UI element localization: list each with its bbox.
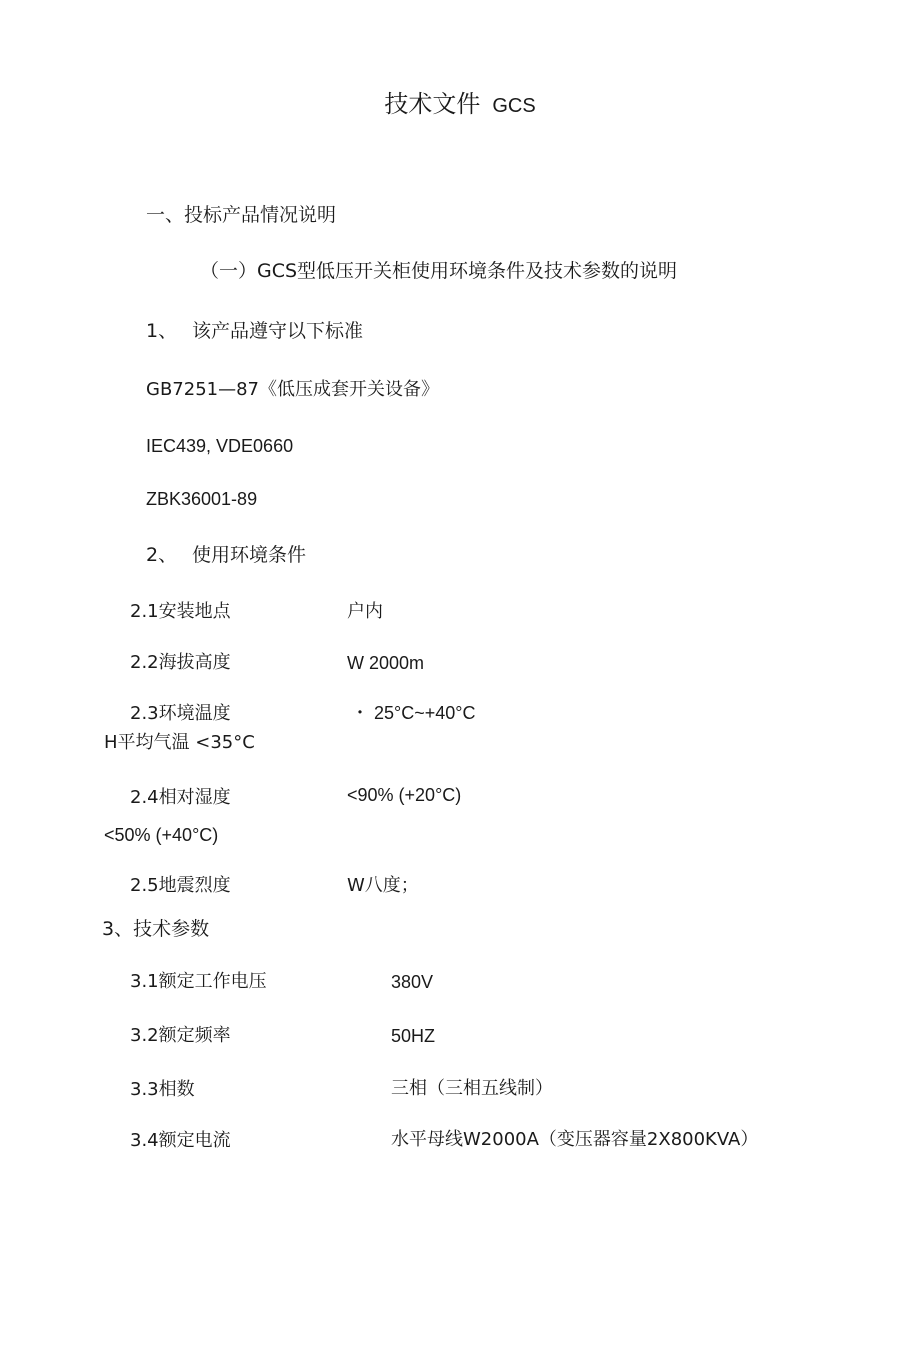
env-altitude-label: 2.2海拔高度 — [130, 652, 231, 673]
item-2-number: 2、 — [146, 544, 178, 566]
title-latin: GCS — [492, 95, 536, 117]
env-install-location-label: 2.1安装地点 — [130, 601, 231, 622]
tech-phases-value: 三相（三相五线制） — [391, 1078, 553, 1099]
document-title — [0, 92, 920, 116]
tech-frequency-label: 3.2额定频率 — [130, 1025, 231, 1046]
section-heading: 一、投标产品情况说明 — [146, 204, 337, 226]
tech-voltage-value: 380V — [391, 972, 434, 992]
tech-current-value: 水平母线W2000A（变压器容量2X800KVA） — [391, 1129, 759, 1150]
env-humidity-label: 2.4相对湿度 — [130, 787, 231, 808]
env-average-temperature: H平均气温 <35°C — [104, 732, 255, 753]
standard-gb: GB7251—87《低压成套开关设备》 — [146, 379, 440, 400]
subsection-heading: （一）GCS型低压开关柜使用环境条件及技术参数的说明 — [200, 260, 678, 282]
env-seismic-label: 2.5地震烈度 — [130, 875, 231, 896]
standard-iec: IEC439, VDE0660 — [146, 436, 294, 456]
tech-voltage-label: 3.1额定工作电压 — [130, 971, 267, 992]
item-3-heading: 3、技术参数 — [102, 918, 210, 940]
item-1-number: 1、 — [146, 320, 178, 342]
env-temperature-label: 2.3环境温度 — [130, 703, 231, 724]
env-humidity-extra: <50% (+40°C) — [104, 825, 219, 845]
env-install-location-value: 户内 — [347, 601, 383, 622]
tech-frequency-value: 50HZ — [391, 1026, 436, 1046]
tech-phases-label: 3.3相数 — [130, 1079, 195, 1100]
tech-current-label: 3.4额定电流 — [130, 1130, 231, 1151]
env-seismic-value: W八度； — [347, 875, 419, 896]
item-2-text: 使用环境条件 — [192, 544, 307, 566]
env-altitude-value: W 2000m — [347, 653, 425, 673]
standard-zbk: ZBK36001-89 — [146, 489, 258, 509]
env-humidity-value: <90% (+20°C) — [347, 785, 462, 805]
title-chinese: 技术文件 — [384, 90, 481, 118]
item-1-text: 该产品遵守以下标准 — [192, 320, 364, 342]
env-temperature-value: ・ 25°C~+40°C — [351, 703, 476, 723]
